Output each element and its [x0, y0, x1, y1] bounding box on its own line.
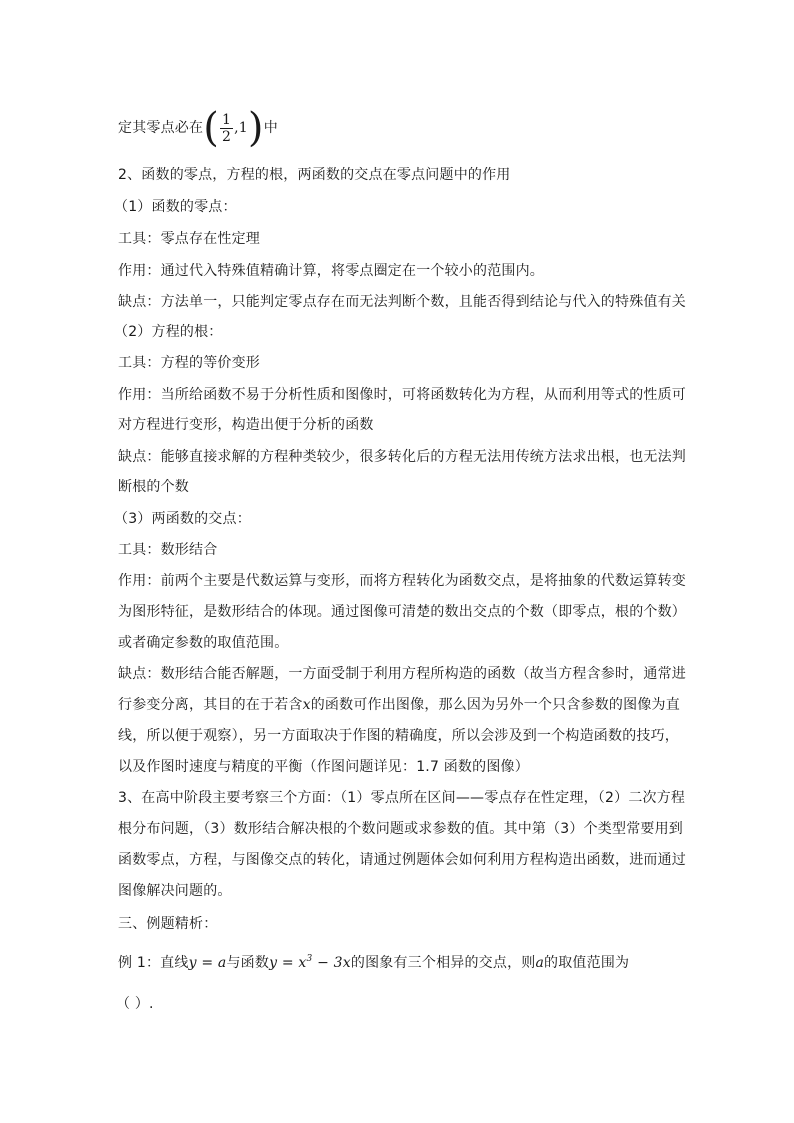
text-line-18: 缺点：数形结合能否解题，一方面受制于利用方程所构造的函数（故当方程含参时，通常进 [118, 666, 686, 682]
text-line-23: 根分布问题，（3）数形结合解决根的个数问题或求参数的值。其中第（3）个类型常要用到 [118, 821, 684, 837]
text-line-20: 线，所以便于观察），另一方面取决于作图的精确度，所以会涉及到一个构造函数的技巧， [118, 728, 679, 744]
text-line-21: 以及作图时速度与精度的平衡（作图问题详见：1.7 函数的图像） [118, 759, 529, 775]
text-line-14: 工具：数形结合 [118, 542, 218, 558]
math-exponent: 3 [306, 954, 313, 964]
text-line-15: 作用：前两个主要是代数运算与变形，而将方程转化为函数交点，是将抽象的代数运算转变 [118, 573, 686, 589]
text-line-27 [118, 949, 629, 973]
text-line-5: 作用：通过代入特殊值精确计算，将零点圈定在一个较小的范围内。 [118, 263, 544, 279]
text-line-11: 缺点：能够直接求解的方程种类较少，很多转化后的方程无法用传统方法求出根，也无法判 [118, 449, 686, 465]
text-segment: 中 [263, 120, 278, 136]
text-line-25: 图像解决问题的。 [118, 883, 232, 899]
text-segment: 行参变分离，其目的在于若含 [118, 697, 303, 713]
right-paren: ) [247, 105, 264, 151]
math-part: y = x [269, 955, 307, 971]
text-line-16: 为图形特征，是数形结合的体现。通过图像可清楚的数出交点的个数（即零点，根的个数） [118, 604, 686, 620]
text-segment: 例 1：直线 [118, 955, 189, 971]
text-segment: 与函数 [226, 955, 270, 971]
text-line-13: （3）两函数的交点： [114, 511, 251, 527]
fraction-denominator: 2 [222, 128, 232, 145]
answer-blank: （ ）. [116, 996, 154, 1012]
text-line-9: 作用：当所给函数不易于分析性质和图像时，可将函数转化为方程，从而利用等式的性质可 [118, 387, 686, 403]
text-line-6: 缺点：方法单一，只能判定零点存在而无法判断个数，且能否得到结论与代入的特殊值有关 [118, 294, 686, 310]
interval-upper: ,1 [234, 120, 248, 136]
text-line-1 [118, 105, 278, 151]
text-segment: 的图象有三个相异的交点，则 [350, 955, 536, 971]
math-variable: a [535, 955, 545, 971]
text-line-3: （1）函数的零点： [114, 199, 237, 215]
math-expression: y = a [188, 955, 227, 971]
section-heading-examples: 三、例题精析： [118, 916, 218, 932]
text-line-22: 3、在高中阶段主要考察三个方面：（1）零点所在区间——零点存在性定理，（2）二次方程 [118, 790, 686, 806]
fraction-numerator: 1 [222, 111, 232, 128]
text-line-2: 2、函数的零点，方程的根，两函数的交点在零点问题中的作用 [118, 167, 511, 183]
math-expression [269, 955, 351, 971]
text-line-12: 断根的个数 [118, 479, 189, 495]
text-segment: 定其零点必在 [118, 120, 204, 136]
fraction [220, 112, 233, 145]
text-line-8: 工具：方程的等价变形 [118, 355, 260, 371]
interval-expression [203, 105, 264, 151]
text-segment: 的函数可作出图像，那么因为另外一个只含参数的图像为直 [310, 697, 680, 713]
text-line-19 [118, 695, 680, 715]
text-line-4: 工具：零点存在性定理 [118, 231, 260, 247]
text-line-7: （2）方程的根： [114, 324, 223, 340]
text-line-17: 或者确定参数的取值范围。 [118, 635, 289, 651]
left-paren: ( [203, 105, 220, 151]
text-line-10: 对方程进行变形，构造出便于分析的函数 [118, 417, 374, 433]
text-line-24: 函数零点，方程，与图像交点的转化，请通过例题体会如何利用方程构造出函数，进而通过 [118, 852, 686, 868]
text-segment: 的取值范围为 [544, 955, 630, 971]
math-part: − 3x [312, 955, 351, 971]
math-variable: x [302, 697, 311, 713]
